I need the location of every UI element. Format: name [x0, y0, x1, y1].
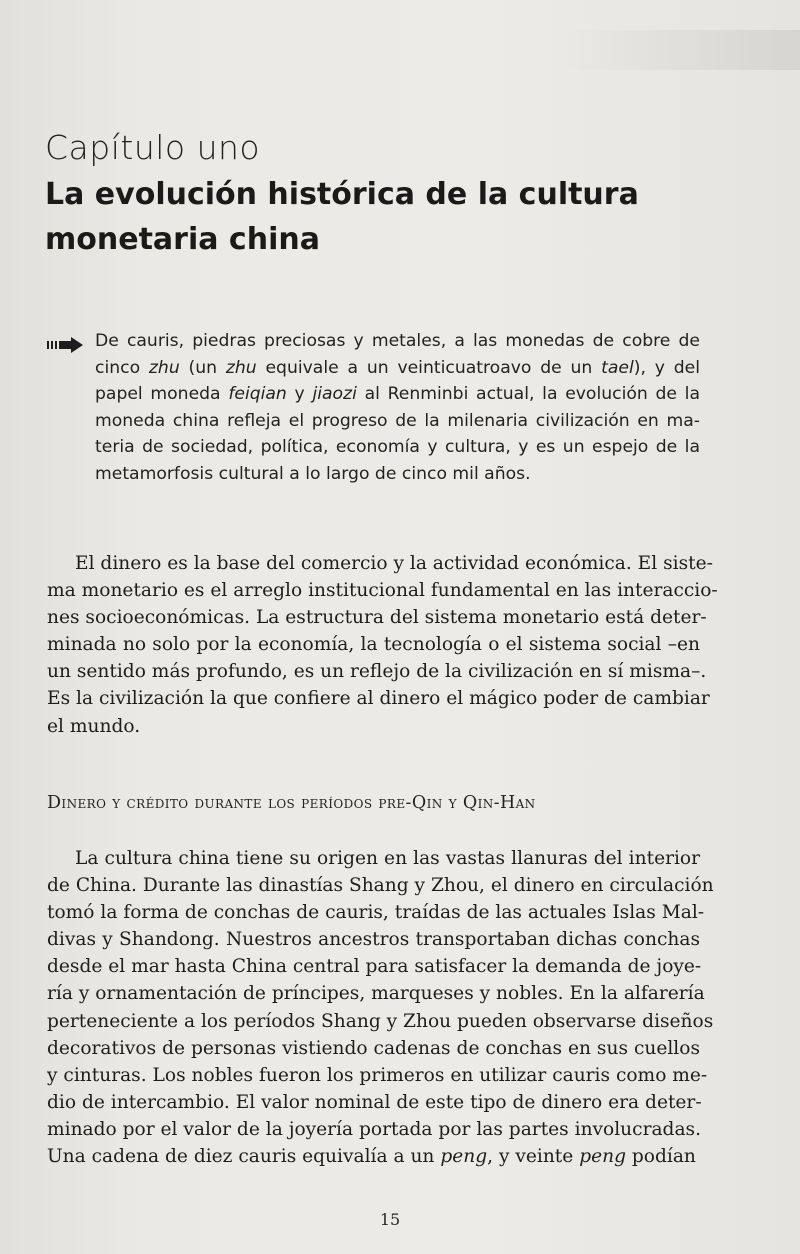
text-line: papel moneda feiqian y jiaozi al Renminbi actual, la evolución de la [95, 384, 700, 405]
italic-term: peng [440, 1146, 488, 1168]
text-line: Una cadena de diez cauris equivalía a un peng, y veinte peng podían [47, 1146, 696, 1168]
text-line: decorativos de personas vistiendo cadenas de conchas en sus cuellos [47, 1037, 700, 1059]
text-line: perteneciente a los períodos Shang y Zhou pueden observarse diseños [47, 1010, 714, 1032]
text-line: Es la civilización la que confiere al dinero el mágico poder de cambiar [47, 688, 710, 710]
text-line: dio de intercambio. El valor nominal de este tipo de dinero era deter- [47, 1091, 702, 1113]
chapter-title-line: La evolución histórica de la cultura [45, 177, 639, 212]
paragraph-intro [47, 550, 718, 740]
text-line: cinco zhu (un zhu equivale a un veinticuatroavo de un tael), y del [95, 357, 700, 378]
text-line: teria de sociedad, política, economía y cultura, y es un espejo de la [95, 437, 700, 458]
text-line: ma monetario es el arreglo institucional fundamental en las interaccio- [47, 580, 718, 602]
arrow-right-icon [47, 337, 87, 353]
page-number: 15 [379, 1210, 401, 1229]
italic-term: zhu [225, 357, 257, 378]
chapter-summary [95, 328, 700, 488]
text-line: minado por el valor de la joyería portada por las partes involucradas. [47, 1118, 701, 1140]
text-line: La cultura china tiene su origen en las vastas llanuras del interior [75, 848, 700, 869]
italic-term: peng [579, 1146, 626, 1168]
text-line: tomó la forma de conchas de cauris, traídas de las actuales Islas Mal- [47, 902, 705, 924]
italic-term: feiqian [228, 384, 287, 405]
italic-term: zhu [148, 357, 180, 378]
italic-term: jiaozi [312, 384, 357, 405]
italic-term: tael [601, 357, 634, 378]
text-line: el mundo. [47, 715, 141, 737]
chapter-title-line: monetaria china [45, 222, 320, 257]
page-edge-shadow [560, 30, 800, 70]
text-line: minada no solo por la economía, la tecnología o el sistema social –en [47, 634, 700, 656]
text-line: metamorfosis cultural a lo largo de cinco mil años. [95, 463, 531, 484]
text-line: De cauris, piedras preciosas y metales, a las monedas de cobre de [95, 331, 700, 351]
paragraph-body [47, 845, 714, 1170]
chapter-title [45, 172, 745, 262]
text-line: y cinturas. Los nobles fueron los primeros en utilizar cauris como me- [47, 1064, 708, 1086]
text-line: El dinero es la base del comercio y la actividad económica. El siste- [75, 553, 713, 574]
text-line: divas y Shandong. Nuestros ancestros transportaban dichas conchas [47, 929, 700, 951]
text-line: moneda china refleja el progreso de la milenaria civilización en ma- [95, 410, 700, 431]
text-line: ría y ornamentación de príncipes, marqueses y nobles. En la alfarería [47, 983, 705, 1005]
text-line: de China. Durante las dinastías Shang y Zhou, el dinero en circulación [47, 875, 714, 897]
section-heading: Dinero y crédito durante los períodos pre-Qin y Qin-Han [47, 793, 536, 813]
text-line: un sentido más profundo, es un reflejo de la civilización en sí misma–. [47, 661, 707, 683]
text-line: nes socioeconómicas. La estructura del sistema monetario está deter- [47, 607, 707, 629]
chapter-label: Capítulo uno [45, 128, 261, 167]
text-line: desde el mar hasta China central para satisfacer la demanda de joye- [47, 956, 702, 978]
